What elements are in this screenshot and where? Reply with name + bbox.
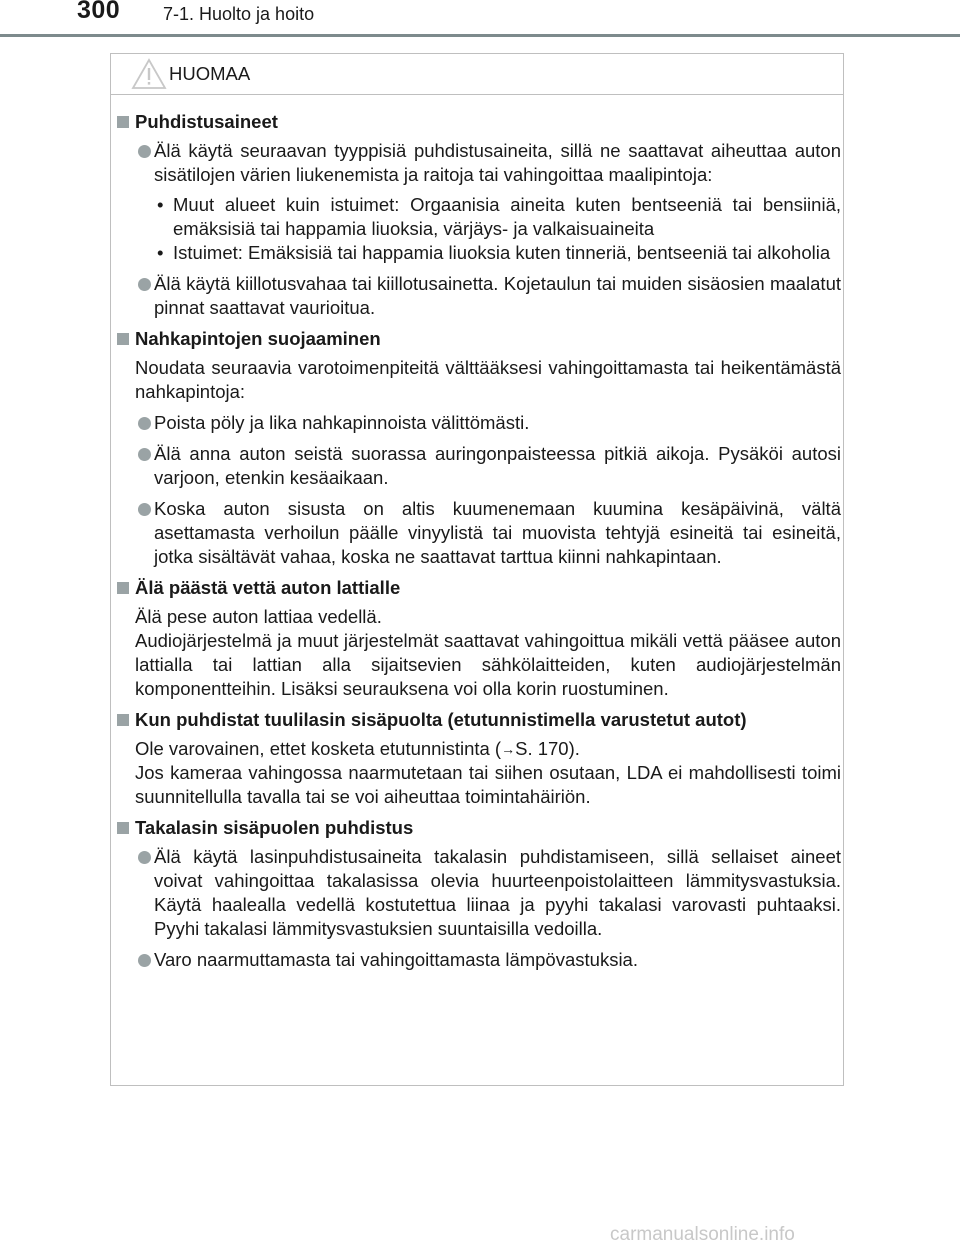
page-reference-link[interactable]: S. 170). [515,738,580,759]
paragraph: Ole varovainen, ettet kosketa etutunnistinta (→S. 170). [135,738,580,759]
heading-leather: Nahkapintojen suojaaminen [117,327,841,351]
circle-bullet-icon [138,448,151,461]
notice-body [117,110,841,979]
page-number: 300 [77,0,121,24]
watermark: carmanualsonline.info [610,1224,795,1245]
circle-bullet-icon [138,145,151,158]
notice-title: HUOMAA [169,63,251,84]
list-item: Älä anna auton seistä suorassa auringonpaisteessa pitkiä aikoja. Pysäköi autosi varjoon, etenkin kesäaikaan. [117,442,841,490]
notice-box [110,53,844,1086]
list-item: Älä käytä lasinpuhdistusaineita takalasin puhdistamiseen, sillä sellaiset aineet voivat vahingoittaa takalasissa olevia huurteenpoistolaitteen lämmitysvastuksia. Käytä haalealla vedellä kostutettua liinaa ja pyyhi takalasi varovasti puhtaaksi. Pyyhi takalasi lämmitysvastuksien suuntaisilla vedoilla. [117,845,841,941]
list-item: Älä käytä seuraavan tyyppisiä puhdistusaineita, sillä ne saattavat aiheuttaa auton sisätilojen värien liukenemista ja raitoja tai vahingoittaa maalipintoja: • Muut alueet kuin istuimet: Orgaanisia aineita kuten bentseeniä tai bensiiniä, emäksisiä tai happamia liuoksia, värjäys- ja valkaisuaineita • Istuimet: Emäksisiä tai happamia liuoksia kuten tinneriä, bentseeniä tai alkoholia [117,139,841,265]
paragraph: Älä pese auton lattiaa vedellä. [135,606,382,627]
page-header [0,0,960,40]
square-bullet-icon [117,582,129,594]
square-bullet-icon [117,822,129,834]
heading-windshield: Kun puhdistat tuulilasin sisäpuolta (etutunnistimella varustetut autot) [117,708,841,732]
circle-bullet-icon [138,503,151,516]
section-title: 7-1. Huolto ja hoito [163,4,315,24]
circle-bullet-icon [138,851,151,864]
heading-cleaners: Puhdistusaineet [117,110,841,134]
paragraph: Noudata seuraavia varotoimenpiteitä välttääksesi vahingoittamasta tai heikentämästä nahkapintoja: [135,357,841,402]
list-item: Koska auton sisusta on altis kuumenemaan kuumina kesäpäivinä, vältä asettamasta verhoilun päälle vinyylistä tai muovista tehtyjä esineitä tai esineitä, jotka sisältävät vahaa, koska ne saattavat tarttua kiinni nahkapintaan. [117,497,841,569]
paragraph: Jos kameraa vahingossa naarmutetaan tai siihen osutaan, LDA ei mahdollisesti toimi suunnitellulla tavalla tai se voi aiheuttaa toimintahäiriön. [135,762,841,807]
list-item: Varo naarmuttamasta tai vahingoittamasta lämpövastuksia. [117,948,841,972]
dot-bullet-icon: • [157,242,164,263]
circle-bullet-icon [138,278,151,291]
heading-rear-window: Takalasin sisäpuolen puhdistus [117,816,841,840]
notice-header [111,54,843,95]
sub-list-item: • Muut alueet kuin istuimet: Orgaanisia aineita kuten bentseeniä tai bensiiniä, emäksisiä tai happamia liuoksia, värjäys- ja valkaisuaineita [157,194,841,239]
circle-bullet-icon [138,417,151,430]
square-bullet-icon [117,116,129,128]
arrow-right-icon: → [501,741,516,757]
square-bullet-icon [117,714,129,726]
sub-list-item: • Istuimet: Emäksisiä tai happamia liuoksia kuten tinneriä, bentseeniä tai alkoholia [157,242,831,263]
heading-floor: Älä päästä vettä auton lattialle [117,576,841,600]
paragraph: Audiojärjestelmä ja muut järjestelmät saattavat vahingoittua mikäli vettä pääsee auton lattialla tai lattian alla sijaitsevien sähkölaitteiden, kuten audiojärjestelmän komponentteihin. Lisäksi seurauksena voi olla korin ruostuminen. [135,630,841,699]
dot-bullet-icon: • [157,194,164,215]
list-item: Älä käytä kiillotusvahaa tai kiillotusainetta. Kojetaulun tai muiden sisäosien maalatut pinnat saattavat vaurioitua. [117,272,841,320]
warning-triangle-icon [131,58,167,90]
list-item: Poista pöly ja lika nahkapinnoista välittömästi. [117,411,841,435]
header-divider [0,34,960,37]
circle-bullet-icon [138,954,151,967]
square-bullet-icon [117,333,129,345]
